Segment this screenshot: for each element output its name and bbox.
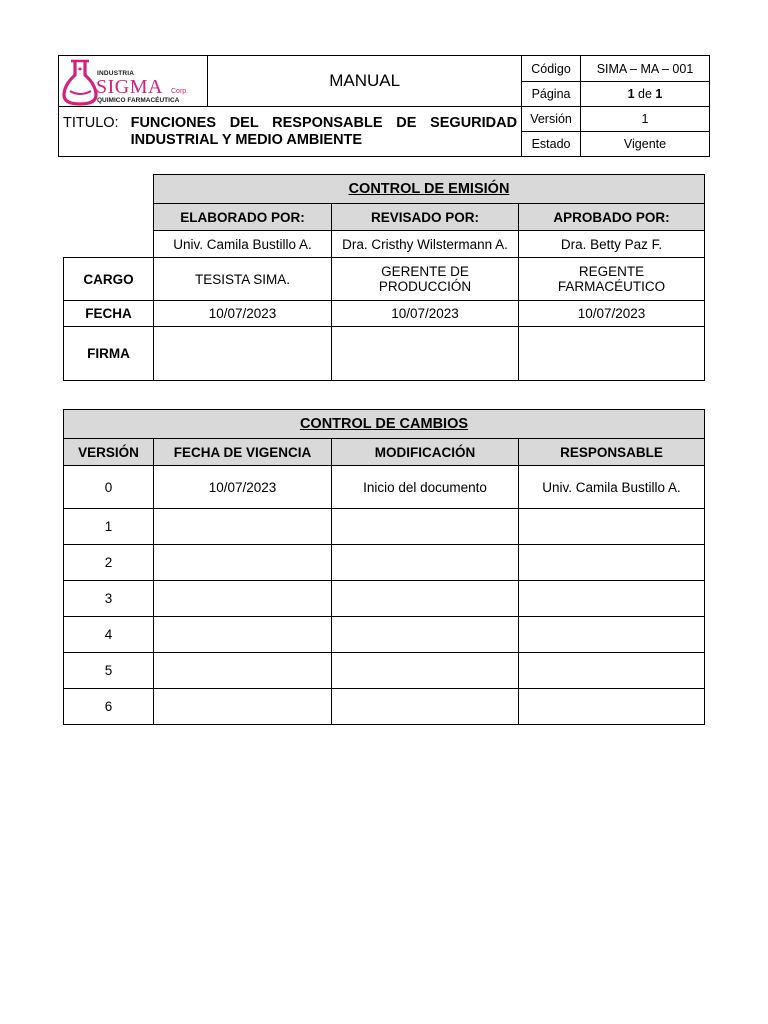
table-row	[64, 545, 705, 581]
row-label-cargo: CARGO	[64, 258, 154, 301]
page-of: de	[638, 87, 652, 101]
cell-version: 0	[64, 466, 154, 509]
table-row	[64, 509, 705, 545]
col-responsable: RESPONSABLE	[519, 439, 705, 466]
cell-modificacion	[332, 653, 519, 689]
change-control-table	[63, 409, 705, 725]
document-header	[58, 55, 710, 157]
cell-fecha	[154, 581, 332, 617]
firma-elaborado	[154, 327, 332, 381]
logo-brand: SIGMA	[96, 76, 163, 98]
col-aprobado: APROBADO POR:	[519, 204, 705, 231]
cell-version: 5	[64, 653, 154, 689]
cell-version: 3	[64, 581, 154, 617]
titulo-cell	[59, 107, 522, 157]
meta-label-pagina: Página	[522, 82, 581, 107]
name-revisado: Dra. Cristhy Wilstermann A.	[332, 231, 519, 258]
cell-version: 2	[64, 545, 154, 581]
cell-version: 6	[64, 689, 154, 725]
fecha-revisado: 10/07/2023	[332, 301, 519, 327]
page-current: 1	[627, 87, 635, 101]
page-total: 1	[655, 87, 663, 101]
cell-responsable	[519, 689, 705, 725]
cell-fecha	[154, 545, 332, 581]
col-fecha-vigencia: FECHA DE VIGENCIA	[154, 439, 332, 466]
cell-version: 4	[64, 617, 154, 653]
cell-responsable	[519, 545, 705, 581]
cargo-revisado: GERENTE DE PRODUCCIÓN	[332, 258, 519, 301]
cell-fecha	[154, 653, 332, 689]
meta-value-pagina	[580, 82, 709, 107]
row-label-fecha: FECHA	[64, 301, 154, 327]
table-row	[64, 581, 705, 617]
sigma-logo	[61, 57, 201, 107]
cell-responsable	[519, 581, 705, 617]
name-aprobado: Dra. Betty Paz F.	[519, 231, 705, 258]
cell-responsable	[519, 653, 705, 689]
cell-modificacion	[332, 581, 519, 617]
document-type: MANUAL	[208, 56, 522, 107]
blank-cell	[64, 175, 154, 204]
blank-cell	[64, 204, 154, 231]
col-elaborado: ELABORADO POR:	[154, 204, 332, 231]
row-label-firma: FIRMA	[64, 327, 154, 381]
company-logo-cell	[59, 56, 208, 107]
meta-label-version: Versión	[522, 107, 581, 132]
table-row	[64, 653, 705, 689]
cell-fecha	[154, 617, 332, 653]
cell-responsable	[519, 509, 705, 545]
name-elaborado: Univ. Camila Bustillo A.	[154, 231, 332, 258]
cell-version: 1	[64, 509, 154, 545]
col-revisado: REVISADO POR:	[332, 204, 519, 231]
cargo-elaborado: TESISTA SIMA.	[154, 258, 332, 301]
changes-title: CONTROL DE CAMBIOS	[64, 410, 705, 439]
firma-revisado	[332, 327, 519, 381]
meta-value-estado: Vigente	[580, 132, 709, 157]
meta-label-estado: Estado	[522, 132, 581, 157]
table-row	[64, 466, 705, 509]
cargo-aprobado: REGENTE FARMACÉUTICO	[519, 258, 705, 301]
table-row	[64, 617, 705, 653]
table-row	[64, 689, 705, 725]
cell-responsable: Univ. Camila Bustillo A.	[519, 466, 705, 509]
meta-value-version: 1	[580, 107, 709, 132]
meta-label-codigo: Código	[522, 56, 581, 82]
cell-responsable	[519, 617, 705, 653]
cell-modificacion	[332, 545, 519, 581]
emission-title: CONTROL DE EMISIÓN	[154, 175, 705, 204]
fecha-elaborado: 10/07/2023	[154, 301, 332, 327]
flask-icon	[61, 57, 101, 107]
emission-control-table	[63, 174, 705, 381]
cell-modificacion: Inicio del documento	[332, 466, 519, 509]
document-title: FUNCIONES DEL RESPONSABLE DE SEGURIDAD INDUSTRIAL Y MEDIO AMBIENTE	[130, 114, 518, 148]
blank-cell	[64, 231, 154, 258]
meta-value-codigo: SIMA – MA – 001	[580, 56, 709, 82]
titulo-label: TITULO:	[63, 114, 119, 131]
col-modificacion: MODIFICACIÓN	[332, 439, 519, 466]
logo-suffix: Corp.	[171, 88, 189, 95]
cell-modificacion	[332, 689, 519, 725]
fecha-aprobado: 10/07/2023	[519, 301, 705, 327]
cell-fecha	[154, 509, 332, 545]
logo-line-industria: INDUSTRIA	[97, 70, 135, 77]
firma-aprobado	[519, 327, 705, 381]
cell-fecha	[154, 689, 332, 725]
cell-modificacion	[332, 509, 519, 545]
cell-fecha: 10/07/2023	[154, 466, 332, 509]
col-version: VERSIÓN	[64, 439, 154, 466]
cell-modificacion	[332, 617, 519, 653]
logo-line-quimico: QUIMICO FARMACÉUTICA	[97, 97, 180, 104]
